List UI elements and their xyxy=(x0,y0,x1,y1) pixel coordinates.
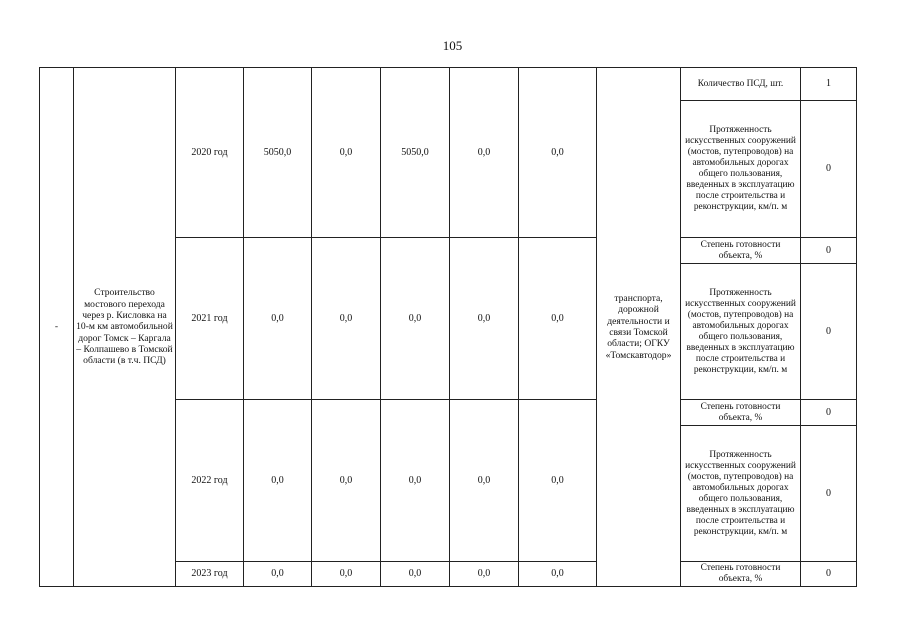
value-cell: 0,0 xyxy=(381,400,450,562)
indicator-name-cell: Протяженность искусственных сооружений (мостов, путепроводов) на автомобильных дорогах общего пользования, введенных в эксплуатацию после строительства и реконструкции, км/п. м xyxy=(681,101,801,238)
value-cell: 0,0 xyxy=(450,238,519,400)
indicator-value-cell: 0 xyxy=(801,400,857,426)
indicator-name-cell: Протяженность искусственных сооружений (мостов, путепроводов) на автомобильных дорогах общего пользования, введенных в эксплуатацию после строительства и реконструкции, км/п. м xyxy=(681,426,801,562)
page-number: 105 xyxy=(442,38,463,53)
value-cell: 0,0 xyxy=(244,562,312,587)
indicator-value-cell: 0 xyxy=(801,238,857,264)
value-cell: 5050,0 xyxy=(381,68,450,238)
value-cell: 0,0 xyxy=(381,238,450,400)
value-cell: 0,0 xyxy=(312,562,381,587)
value-cell: 0,0 xyxy=(519,562,597,587)
value-cell: 0,0 xyxy=(519,400,597,562)
row-marker-cell xyxy=(40,68,74,587)
value-cell: 0,0 xyxy=(312,68,381,238)
indicator-name-cell: Количество ПСД, шт. xyxy=(681,68,801,101)
row-marker: - xyxy=(54,321,59,333)
indicator-name-cell: Степень готовности объекта, % xyxy=(681,562,801,587)
value-cell: 0,0 xyxy=(244,238,312,400)
year-cell: 2022 год xyxy=(176,400,244,562)
value-cell: 0,0 xyxy=(381,562,450,587)
year-cell: 2020 год xyxy=(176,68,244,238)
indicator-value-cell: 0 xyxy=(801,426,857,562)
value-cell: 0,0 xyxy=(450,68,519,238)
value-cell: 0,0 xyxy=(519,68,597,238)
executor-cell xyxy=(597,68,681,587)
object-name: Строительство мостового перехода через р. Кисловка на 10-м км автомобильной дорог Томск – Каргала – Колпашево в Томской области (в т.ч. ПСД) xyxy=(76,287,173,367)
value-cell: 0,0 xyxy=(519,238,597,400)
indicator-value-cell: 0 xyxy=(801,264,857,400)
value-cell: 0,0 xyxy=(312,238,381,400)
indicator-value-cell: 0 xyxy=(801,101,857,238)
value-cell: 0,0 xyxy=(450,562,519,587)
value-cell: 0,0 xyxy=(450,400,519,562)
indicator-name-cell: Протяженность искусственных сооружений (мостов, путепроводов) на автомобильных дорогах общего пользования, введенных в эксплуатацию после строительства и реконструкции, км/п. м xyxy=(681,264,801,400)
value-cell: 5050,0 xyxy=(244,68,312,238)
program-table xyxy=(39,67,857,587)
object-name-cell xyxy=(74,68,176,587)
indicator-value-cell: 1 xyxy=(801,68,857,101)
value-cell: 0,0 xyxy=(244,400,312,562)
indicator-value-cell: 0 xyxy=(801,562,857,587)
year-cell: 2023 год xyxy=(176,562,244,587)
year-cell: 2021 год xyxy=(176,238,244,400)
indicator-name-cell: Степень готовности объекта, % xyxy=(681,238,801,264)
executor: транспорта, дорожной деятельности и связи Томской области; ОГКУ «Томскавтодор» xyxy=(605,293,672,361)
value-cell: 0,0 xyxy=(312,400,381,562)
indicator-name-cell: Степень готовности объекта, % xyxy=(681,400,801,426)
